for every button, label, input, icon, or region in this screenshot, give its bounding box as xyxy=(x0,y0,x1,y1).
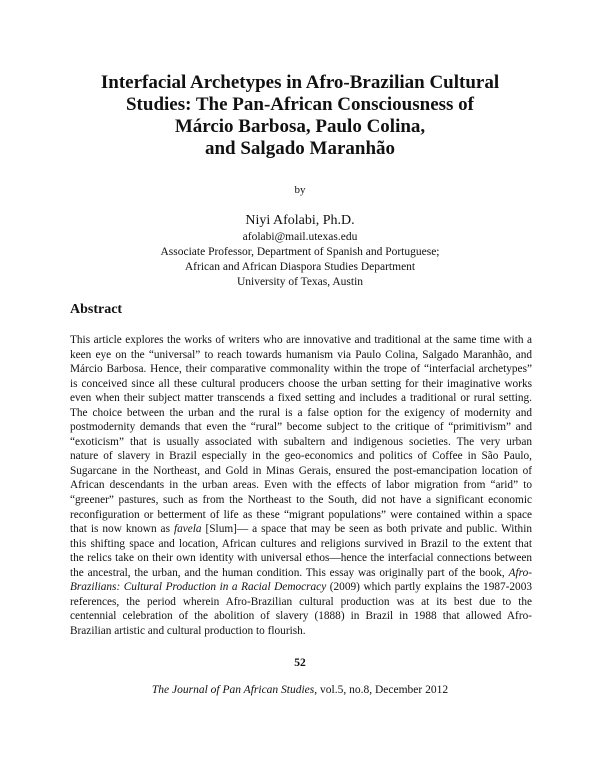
page-number: 52 xyxy=(294,657,306,669)
abstract-line: is conceived since all these cultural producers choose the urban setting for their imaginative works xyxy=(70,377,532,390)
author-name: Niyi Afolabi, Ph.D. xyxy=(245,213,355,228)
abstract-line: centennial celebration of the abolition of slavery (1888) in Brazil in 1988 that allowed Afro- xyxy=(70,610,532,623)
journal-footer xyxy=(0,684,600,696)
book-title-part: Brazilians: Cultural Production in a Racial Democracy xyxy=(70,581,327,594)
abstract-line xyxy=(70,580,532,595)
title-line: Interfacial Archetypes in Afro-Brazilian Cultural xyxy=(100,72,500,93)
text-run: that is now known as xyxy=(70,523,174,536)
abstract-line: reconfiguration or betterment of life as these “migrant populations” were contained within a space xyxy=(70,508,532,521)
book-title-part: Afro- xyxy=(508,566,532,579)
abstract-line: this shifting space and location, African cultures and religions survived in Brazil to the extent that xyxy=(70,537,532,550)
byline: by xyxy=(294,184,306,196)
text-run: the ancestral, the urban, and the human condition. This essay was originally part of the book, xyxy=(70,566,509,579)
author-email: afolabi@mail.utexas.edu xyxy=(242,231,358,243)
author-department: African and African Diaspora Studies Department xyxy=(184,261,416,273)
abstract-line: This article explores the works of writers who are innovative and traditional at the same time with a xyxy=(70,334,532,346)
title-line: and Salgado Maranhão xyxy=(204,138,396,159)
abstract-line: even when their subject matter transcends a fixed setting and includes a traditional or rural setting. xyxy=(70,392,532,405)
author-position: Associate Professor, Department of Spanish and Portuguese; xyxy=(160,246,440,258)
abstract-heading: Abstract xyxy=(70,302,123,317)
abstract-line: Márcio Barbosa. Hence, their comparative commonality within the trope of “interfacial archetypes” xyxy=(70,363,532,376)
abstract-line xyxy=(70,522,532,537)
abstract-line: The choice between the urban and the rural is a false option for the exigency of modernity and xyxy=(70,406,532,419)
abstract-line: Brazilian artistic and cultural production to flourish. xyxy=(70,624,306,637)
author-university: University of Texas, Austin xyxy=(236,276,364,288)
abstract-line: Sugarcane in the Northeast, and Gold in Minas Gerais, ensured the post-emancipation location of xyxy=(70,464,532,477)
text-run: [Slum]— a space that may be seen as both private and public. Within xyxy=(201,523,532,536)
abstract-line: “greener” pastures, such as from the Northeast to the South, did not have a significant economic xyxy=(70,494,532,507)
article-title xyxy=(60,72,540,160)
abstract-line xyxy=(70,566,532,581)
abstract-line: keen eye on the “universal” to reach towards humanism via Paulo Colina, Salgado Maranhão, and xyxy=(70,348,532,361)
abstract-line: “exoticism” that is usually associated with subaltern and indigenous societies. The very urban xyxy=(70,435,532,448)
abstract-line: nature of slavery in Brazil especially in the geo-economics and politics of Coffee in São Paulo, xyxy=(70,450,532,463)
abstract-line: the relics take on their own identity with universal ethos—hence the interfacial connections between xyxy=(70,552,532,565)
abstract-line: references, the period wherein Afro-Brazilian cultural production was at its best due to the xyxy=(70,595,532,608)
journal-name: The Journal of Pan African Studies xyxy=(151,684,315,696)
abstract-line: postmodernity demands that even the “rural” become subject to the critique of “primitivism” and xyxy=(70,421,532,434)
author-block xyxy=(0,212,600,290)
text-run: (2009) which partly explains the 1987-2003 xyxy=(326,581,532,594)
emphasis-term: favela xyxy=(173,523,202,536)
abstract-line: African descendants in the urban areas. Even with the effects of labor migration from “arid” to xyxy=(70,479,532,492)
journal-details: , vol.5, no.8, December 2012 xyxy=(314,684,449,696)
abstract-body xyxy=(70,333,532,638)
title-line: Studies: The Pan-African Consciousness of xyxy=(125,94,475,115)
title-line: Márcio Barbosa, Paulo Colina, xyxy=(174,116,426,137)
